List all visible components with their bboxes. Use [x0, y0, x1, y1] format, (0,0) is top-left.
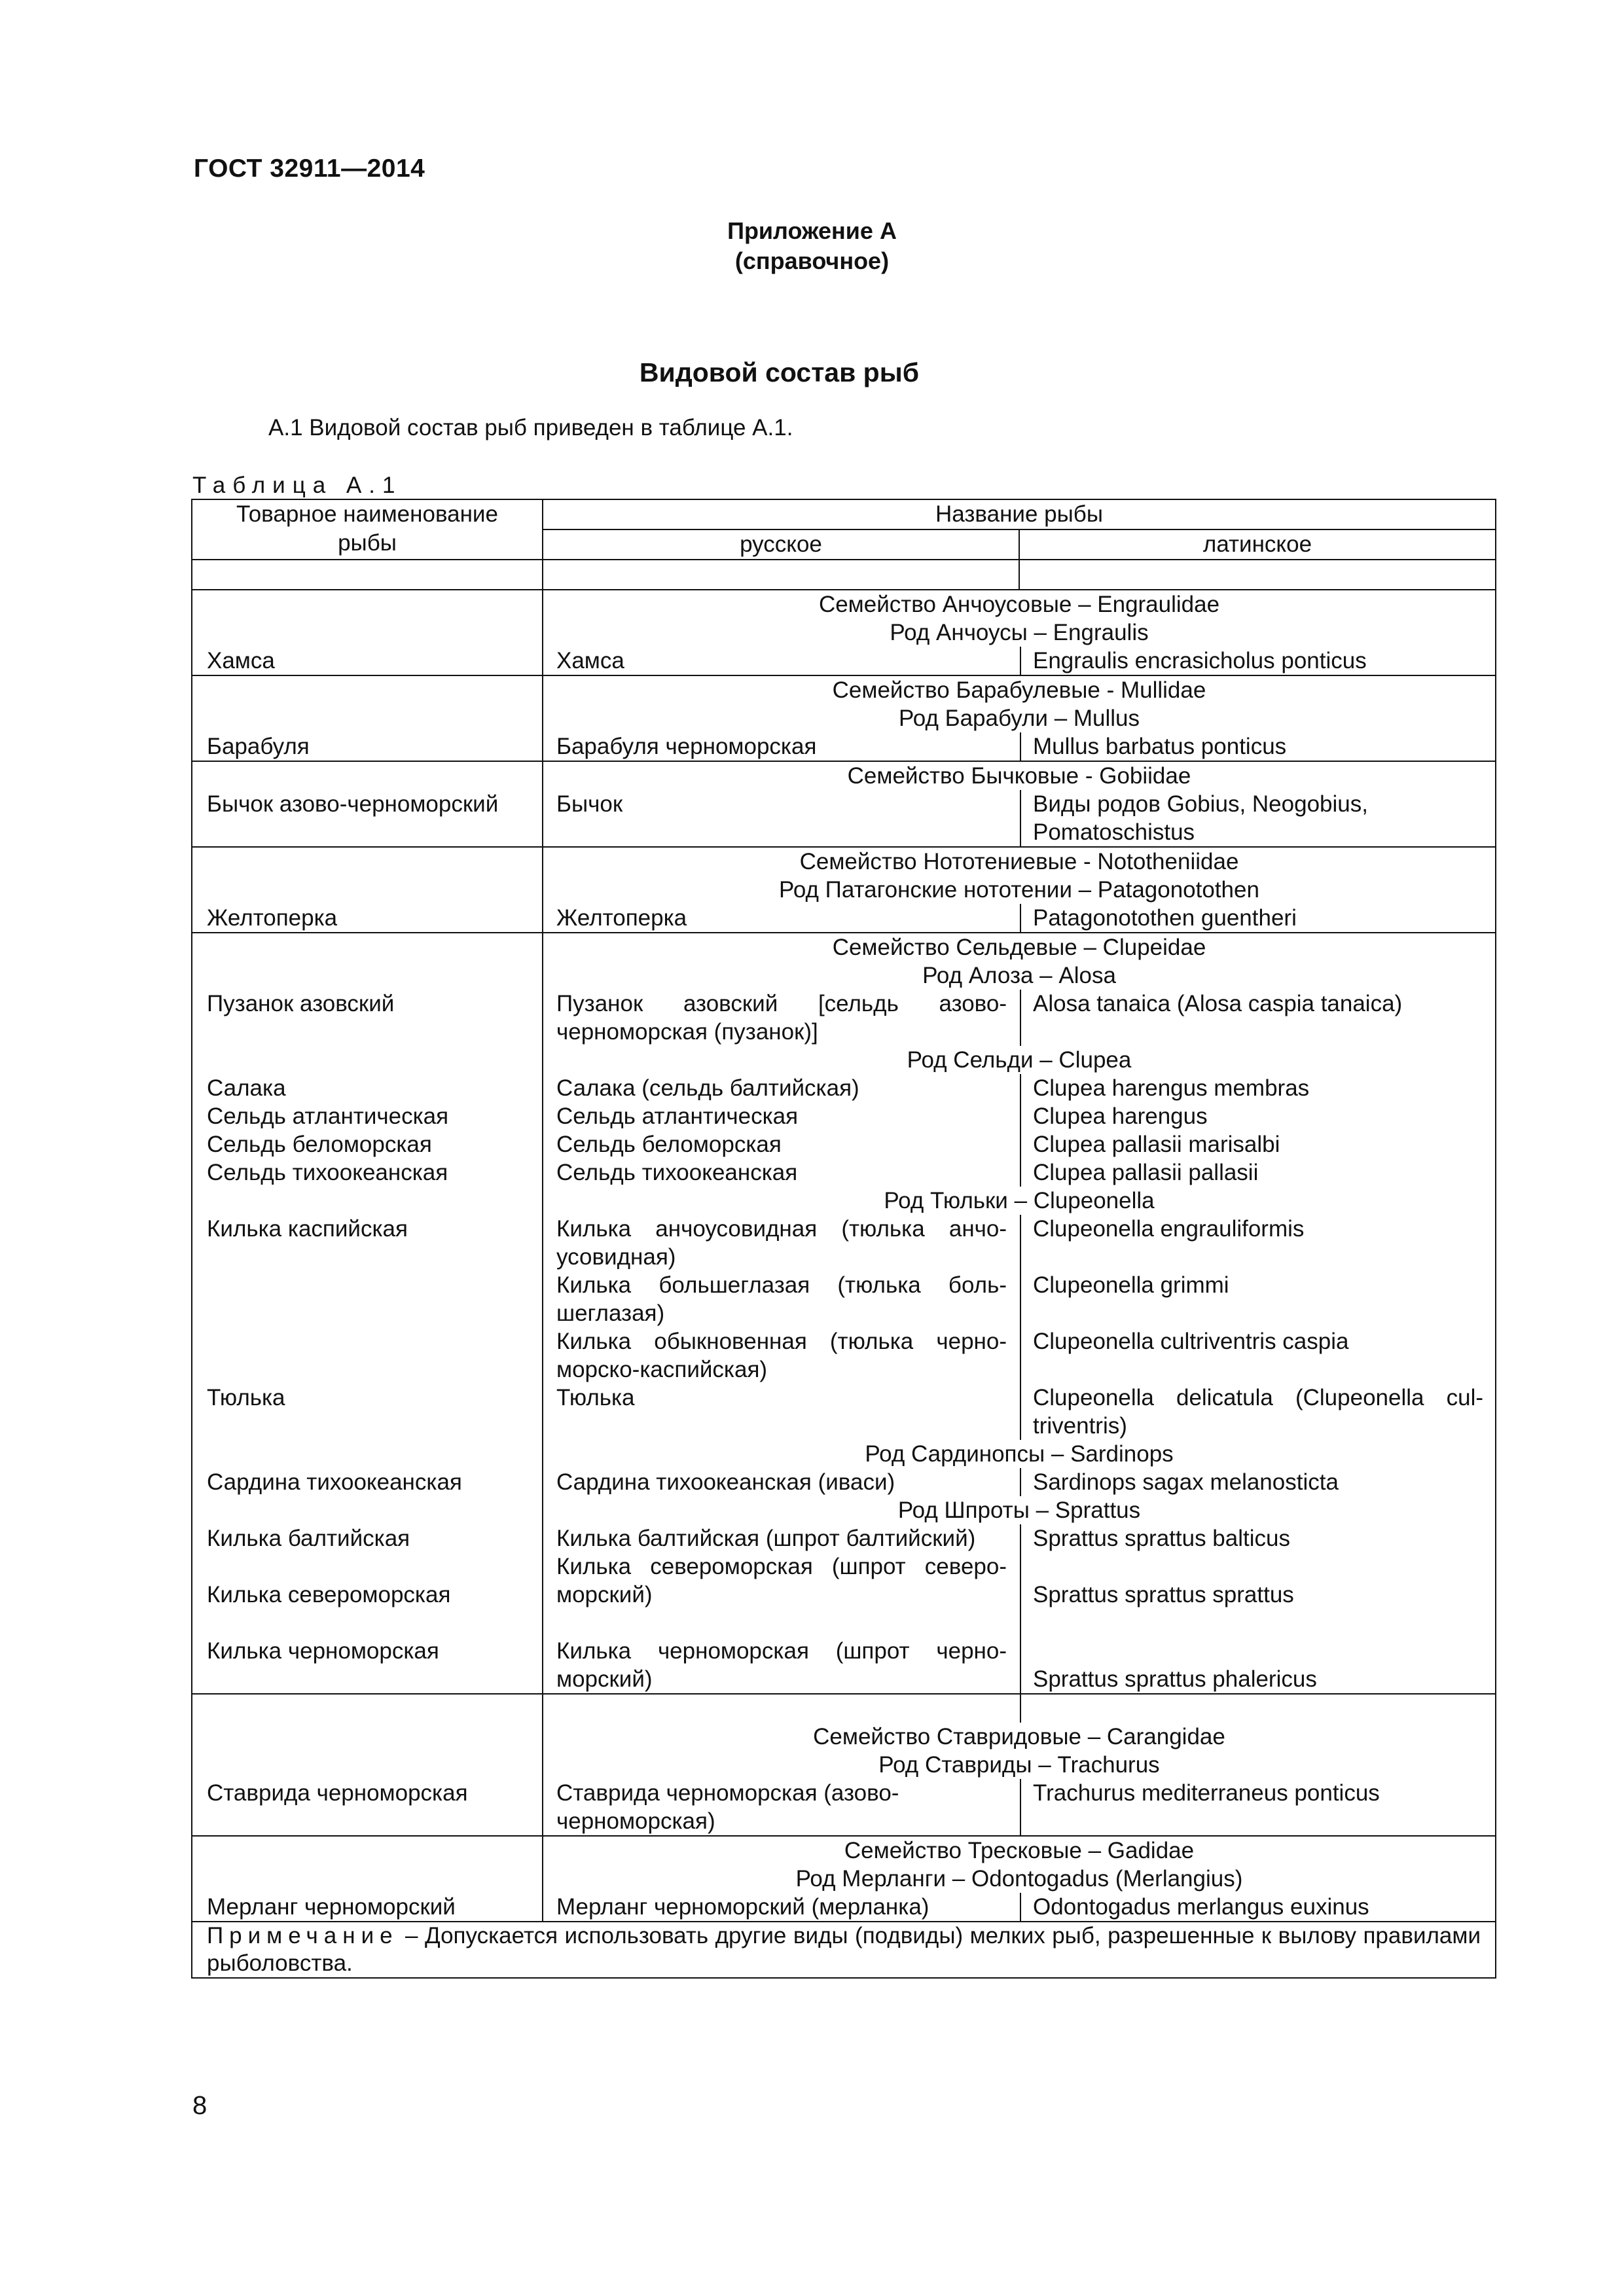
russian-name-line-1: Килька североморская (шпрот северо- — [556, 1554, 1007, 1579]
latin-name: Clupea harengus — [1020, 1102, 1495, 1130]
genus-heading: Род Сельди – Clupea — [907, 1047, 1132, 1073]
latin-name: Odontogadus merlangus euxinus — [1020, 1893, 1495, 1921]
russian-name: Сельдь атлантическая — [556, 1103, 799, 1129]
latin-name: Clupeonella cultriventris caspia — [1020, 1327, 1495, 1384]
trade-name: Хамса — [207, 648, 275, 673]
latin-name: Sprattus sprattus phalericus — [1033, 1666, 1317, 1692]
latin-name: Trachurus mediterraneus ponticus — [1020, 1779, 1495, 1835]
group-clupeidae — [192, 933, 1496, 1694]
trade-name: Барабуля — [207, 734, 310, 759]
russian-name: Сардина тихоокеанская (иваси) — [556, 1469, 895, 1495]
latin-name-line-1: Виды родов Gobius, Neogobius, — [1033, 791, 1368, 817]
russian-name-line-1: Килька анчоусовидная (тюлька анчо- — [556, 1216, 1007, 1242]
latin-name-line-1: Clupeonella delicatula (Clupeonella cul- — [1033, 1385, 1483, 1410]
genus-heading: Род Алоза – Alosa — [922, 963, 1116, 988]
russian-name: Тюлька — [556, 1385, 635, 1410]
russian-name-line-2: шеглазая) — [556, 1300, 665, 1326]
trade-name: Килька черноморская — [207, 1638, 439, 1664]
table-note — [192, 1922, 1496, 1978]
latin-name: Sprattus sprattus balticus — [1020, 1524, 1495, 1552]
standard-number: ГОСТ 32911—2014 — [194, 154, 425, 183]
russian-name-line-2: морско-каспийская) — [556, 1357, 768, 1382]
fish-species-table — [191, 499, 1496, 1979]
trade-name: Ставрида черноморская — [207, 1780, 468, 1806]
family-heading: Семейство Бычковые - Gobiidae — [847, 763, 1191, 789]
latin-name: Sprattus sprattus sprattus — [1033, 1582, 1294, 1607]
russian-name-line-2: черноморская) — [556, 1808, 715, 1834]
trade-name: Тюлька — [207, 1385, 285, 1410]
blank-row — [192, 560, 1496, 590]
trade-name: Килька балтийская — [207, 1526, 410, 1551]
russian-name-line-2: черноморская (пузанок)] — [556, 1019, 818, 1045]
group-gobiidae — [192, 761, 1496, 847]
latin-name: Sardinops sagax melanosticta — [1020, 1468, 1495, 1496]
russian-name: Мерланг черноморский (мерланка) — [556, 1894, 929, 1920]
family-heading: Семейство Барабулевые - Mullidae — [832, 677, 1206, 703]
appendix-title: Приложение А — [727, 217, 897, 244]
russian-name-line-2: усовидная) — [556, 1244, 676, 1270]
russian-name: Барабуля черноморская — [556, 734, 817, 759]
latin-name: Clupea pallasii marisalbi — [1020, 1130, 1495, 1158]
table-caption: Таблица А.1 — [192, 473, 403, 498]
russian-name-line-1: Килька большеглазая (тюлька боль- — [556, 1272, 1007, 1298]
latin-name: Patagonotothen guentheri — [1020, 904, 1495, 932]
genus-heading: Род Патагонские нототении – Patagonotothen — [779, 877, 1259, 903]
family-heading: Семейство Сельдевые – Clupeidae — [832, 935, 1206, 960]
trade-name: Салака — [207, 1075, 286, 1101]
note-row — [192, 1922, 1496, 1978]
group-mullidae — [192, 675, 1496, 761]
russian-name-line-1: Килька обыкновенная (тюлька черно- — [556, 1329, 1007, 1354]
latin-name-line-2: triventris) — [1033, 1413, 1127, 1439]
table-header-row — [192, 499, 1496, 529]
genus-heading: Род Сардинопсы – Sardinops — [865, 1441, 1174, 1467]
group-gadidae — [192, 1836, 1496, 1922]
trade-name: Сельдь тихоокеанская — [207, 1160, 448, 1185]
group-nototheniidae — [192, 847, 1496, 933]
latin-name: Clupeonella grimmi — [1020, 1271, 1495, 1327]
russian-name: Бычок — [556, 791, 623, 817]
genus-heading: Род Барабули – Mullus — [898, 706, 1140, 731]
header-trade-name: Товарное наименование рыбы — [192, 499, 543, 560]
intro-paragraph: А.1 Видовой состав рыб приведен в таблице А.1. — [268, 415, 793, 440]
russian-name: Желтоперка — [556, 905, 687, 931]
russian-name-line-1: Килька черноморская (шпрот черно- — [556, 1638, 1007, 1664]
russian-name: Килька балтийская (шпрот балтийский) — [556, 1526, 976, 1551]
family-heading: Семейство Анчоусовые – Engraulidae — [818, 592, 1220, 617]
latin-name: Clupea pallasii pallasii — [1020, 1158, 1495, 1187]
group-carangidae — [192, 1694, 1496, 1836]
page-number: 8 — [192, 2091, 208, 2120]
russian-name: Салака (сельдь балтийская) — [556, 1075, 859, 1101]
latin-name: Clupea harengus membras — [1020, 1074, 1495, 1102]
latin-name: Mullus barbatus ponticus — [1020, 732, 1495, 761]
family-heading: Семейство Нототениевые - Nototheniidae — [799, 849, 1239, 874]
note-text: – Допускается использовать другие виды (подвиды) мелких рыб, разрешенные к вылову правилами рыболовства. — [207, 1923, 1481, 1976]
group-engraulidae — [192, 590, 1496, 675]
trade-name: Бычок азово-черноморский — [207, 791, 499, 817]
latin-name: Alosa tanaica (Alosa caspia tanaica) — [1020, 990, 1495, 1046]
family-heading: Семейство Тресковые – Gadidae — [844, 1838, 1195, 1863]
header-fish-name: Название рыбы — [543, 499, 1496, 529]
trade-name: Килька североморская — [207, 1582, 451, 1607]
russian-name-line-2: морский) — [556, 1666, 653, 1692]
latin-name: Clupeonella engrauliformis — [1020, 1215, 1495, 1271]
latin-name: Engraulis encrasicholus ponticus — [1020, 647, 1495, 675]
genus-heading: Род Мерланги – Odontogadus (Merlangius) — [795, 1866, 1243, 1892]
russian-name-line-1: Ставрида черноморская (азово- — [556, 1780, 899, 1806]
trade-name: Мерланг черноморский — [207, 1894, 456, 1920]
genus-heading: Род Анчоусы – Engraulis — [890, 620, 1149, 645]
header-latin: латинское — [1202, 531, 1312, 557]
russian-name: Сельдь тихоокеанская — [556, 1160, 798, 1185]
russian-name: Хамса — [556, 648, 624, 673]
trade-name: Пузанок азовский — [207, 991, 395, 1016]
latin-name-line-2: Pomatoschistus — [1033, 819, 1195, 845]
russian-name-line-1: Пузанок азовский [сельдь азово- — [556, 991, 1007, 1016]
genus-heading: Род Ставриды – Trachurus — [878, 1752, 1160, 1778]
russian-name: Сельдь беломорская — [556, 1132, 782, 1157]
trade-name: Сардина тихоокеанская — [207, 1469, 462, 1495]
trade-name: Желтоперка — [207, 905, 338, 931]
header-russian: русское — [543, 530, 1020, 559]
note-label: Примечание — [207, 1923, 399, 1948]
appendix-type: (справочное) — [734, 247, 890, 274]
russian-name-line-2: морский) — [556, 1582, 653, 1607]
genus-heading: Род Тюльки – Clupeonella — [884, 1188, 1155, 1213]
trade-name: Сельдь беломорская — [207, 1132, 432, 1157]
genus-heading: Род Шпроты – Sprattus — [897, 1498, 1141, 1523]
trade-name: Сельдь атлантическая — [207, 1103, 449, 1129]
trade-name: Килька каспийская — [207, 1216, 408, 1242]
family-heading: Семейство Ставридовые – Carangidae — [813, 1724, 1225, 1749]
section-title: Видовой состав рыб — [639, 357, 920, 387]
